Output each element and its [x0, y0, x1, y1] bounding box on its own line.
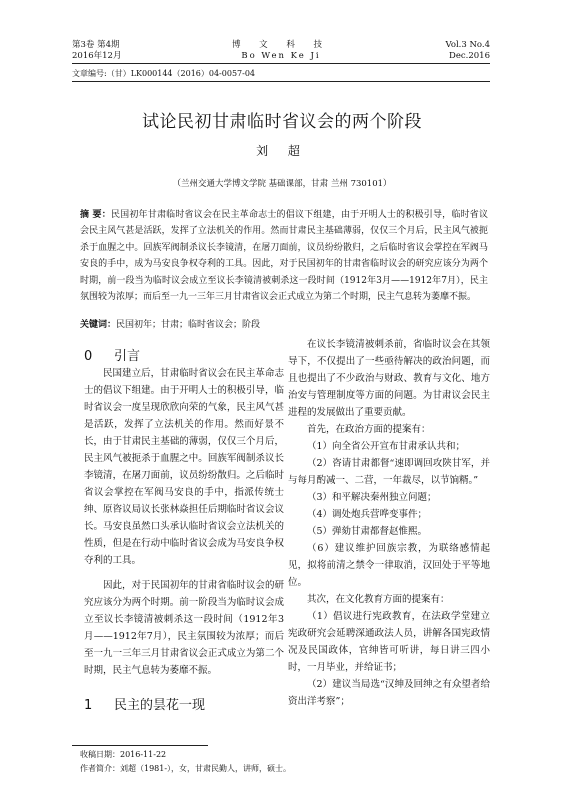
paper-title: 试论民初甘肃临时省议会的两个阶段 [142, 112, 422, 132]
author-name: 刘 超 [256, 144, 308, 158]
paragraph: 因此，对于民国初年的甘肃省临时议会的研究应该分为两个时期。前一阶段当为临时议会成立至议长李镜清被刺杀这一段时间（1912年3月——1912年7月），民主氛围较为浓厚；而后至一九一三年三月甘肃省议会正式成立为第二个时期，民主气息转为萎靡不振。 [84, 580, 284, 676]
header-rule-2 [72, 81, 490, 82]
footnotes [80, 748, 291, 776]
keywords-label: 关键词： [80, 320, 117, 330]
author-bio: 作者简介：刘超（1981-），女，甘肃民勤人，讲师，硕士。 [80, 764, 292, 773]
paragraph: 在议长李镜清被刺杀前，省临时议会在其领导下，不仅提出了一些亟待解决的政治问题，而且也提出了不少政治与财政、教育与文化、地方治安与管理制度等方面的问题。为甘肃议会民主进程的发展做出了重要贡献。 [288, 339, 490, 418]
volume-issue: 第3卷 第4期 [72, 40, 120, 50]
section-heading-1 [84, 697, 284, 714]
section-number: 1 [84, 698, 93, 713]
volume-number-en: Vol.3 No.4 [445, 40, 490, 50]
paragraph: 民国建立后，甘肃临时省议会在民主革命志士的倡议下组建。由于开明人士的积极引导，临时省议会一度呈现欣欣向荣的气象，民主风气甚是活跃，发挥了立法机关的作用。然而好景不长，由于甘肃民主基础的薄弱，仅仅三个月后，民主风气被扼杀于血腥之中。回族军阀制杀议长李镜清，在屠刀面前，议员纷纷散归。之后临时省议会掌控在军阀马安良的手中，指派传统士绅、原咨议局议长张林焱担任后期临时省议会议长。马安良虽然口头承认临时省议会立法机关的性质，但是在行动中临时省议会成为马安良争权夺利的工具。 [84, 368, 284, 566]
paragraph: 其次，在文化教育方面的提案有： [307, 594, 450, 605]
journal-name-pinyin: Bo Wen Ke Ji [241, 51, 321, 61]
received-date: 收稿日期：2016-11-22 [80, 750, 167, 759]
journal-volume-en [445, 40, 490, 62]
list-item: （1）向全省公开宣布甘肃承认共和； [307, 441, 466, 452]
affiliation: （兰州交通大学博文学院 基础课部，甘肃 兰州 730101） [172, 179, 392, 189]
list-item: （3）和平解决秦州独立问题； [307, 492, 437, 503]
date-en: Dec.2016 [449, 51, 490, 61]
journal-name [72, 40, 490, 62]
abstract [80, 207, 488, 305]
keywords [80, 317, 488, 330]
abstract-label: 摘 要： [80, 210, 111, 220]
list-item: （6）建议维护回族宗教，为联络感情起见，拟将前清之禁令一律取消，汉回处于平等地位。 [288, 543, 490, 588]
article-number: 文章编号:（甘）LK000144（2016）04-0057-04 [72, 69, 256, 78]
keywords-text: 民国初年；甘肃；临时省议会；阶段 [116, 320, 261, 330]
list-item: （2）建议当局选“汉绅及回绅之有众望者给资出洋考察”； [288, 679, 490, 707]
paragraph: 首先，在政治方面的提案有： [307, 424, 431, 435]
issue-date: 2016年12月 [72, 51, 122, 61]
left-column [84, 348, 284, 714]
right-column [288, 336, 490, 710]
journal-name-cn: 博 文 科 技 [231, 40, 331, 50]
list-item: （4）调处炮兵营哗变事件； [307, 509, 428, 520]
list-item: （2）咨请甘肃都督“速即调回攻陕甘军，并与每月酌减一、二营，一年裁尽，以节饷糈。” [288, 458, 490, 486]
section-heading-introduction [84, 348, 284, 365]
list-item: （5）弹劾甘肃都督赵惟熙。 [307, 526, 428, 537]
section-title: 引言 [114, 349, 141, 364]
abstract-text: 民国初年甘肃临时省议会在民主革命志士的倡议下组建，由于开明人士的积极引导，临时省议会民主风气甚是活跃，发挥了立法机关的作用。然而甘肃民主基础薄弱，仅仅三个月后，民主风气被扼杀于血腥之中。回族军阀制杀议长李镜清，在屠刀面前，议员纷纷散归，之后临时省议会掌控在军阀马安良的手中，成为马安良争权夺利的工具。因此，对于民国初年的甘肃省临时议会的研究应该分为两个时期，前一段当为临时议会成立至议长李镜清被刺杀这一段时间（1912年3月——1912年7月），民主氛围较为浓厚；而后至一九一三年三月甘肃省议会正式成立为第二个时期，民主气息转为萎靡不振。 [80, 210, 488, 303]
header-rule [72, 63, 490, 64]
section-number: 0 [84, 349, 93, 364]
section-title: 民主的昙花一现 [114, 698, 206, 713]
footnote-rule [72, 745, 208, 746]
list-item: （1）倡议进行宪政教育，在法政学堂建立宪政研究会延聘深通政法人员，讲解各国宪政情况及民国政体，官绅皆可听讲，每日讲三四小时，一月毕业，并给证书； [288, 611, 490, 673]
